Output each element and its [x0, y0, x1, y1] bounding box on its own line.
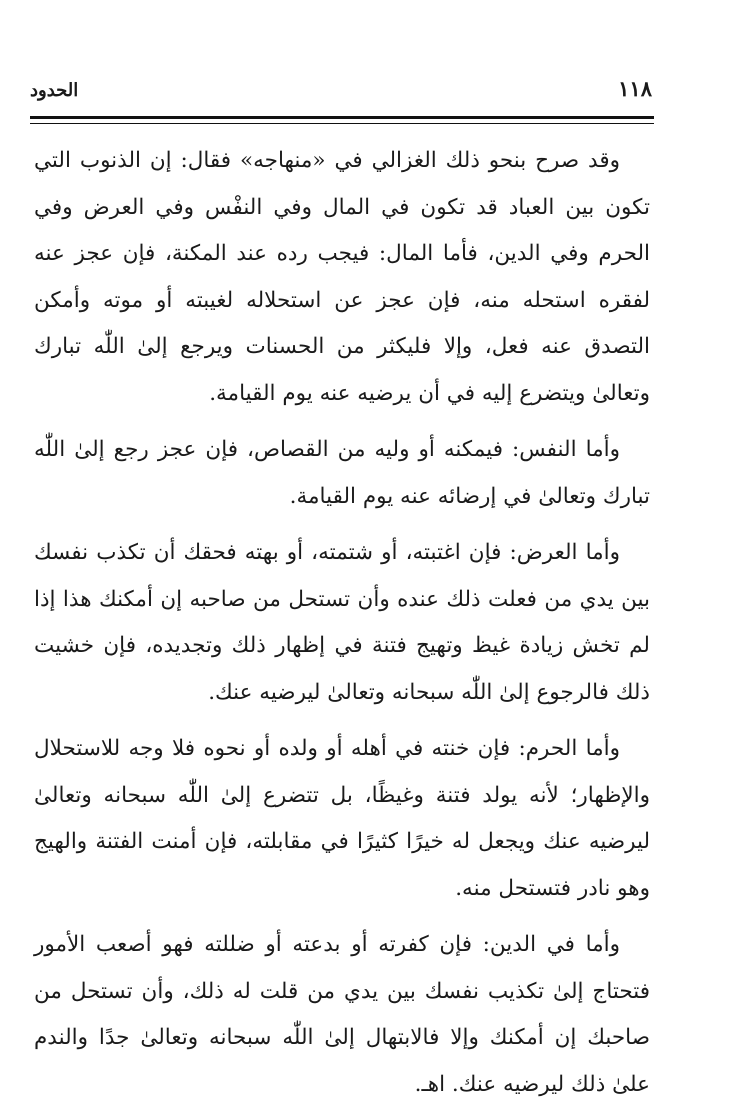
- running-title: الحدود: [30, 80, 79, 101]
- page-header: [30, 72, 652, 106]
- header-rule-thin: [30, 123, 654, 124]
- paragraph-ghazali-quote: وقد صرح بنحو ذلك الغزالي في «منهاجه» فقال: إن الذنوب التي تكون بين العباد قد تكون في المال وفي النفْس وفي العرض وفي الحرم وفي الدين، فأما المال: فيجب رده عند المكنة، فإن عجز عنه لفقره استحله منه، فإن عجز عن استحلاله لغيبته أو موته وأمكن التصدق عنه فعل، وإلا فليكثر من الحسنات ويرجع إلىٰ اللّٰه تبارك وتعالىٰ ويتضرع إليه في أن يرضيه عنه يوم القيامة.: [34, 148, 650, 406]
- paragraph-religion: وأما في الدين: فإن كفرته أو بدعته أو ضللته فهو أصعب الأمور فتحتاج إلىٰ تكذيب نفسك بين يدي من قلت له ذلك، وأن تستحل من صاحبك إن أمكنك وإلا فالابتهال إلىٰ اللّٰه سبحانه وتعالىٰ جدًا والندم علىٰ ذلك ليرضيه عنك. اهـ.: [34, 932, 650, 1097]
- paragraph-sanctity: وأما الحرم: فإن خنته في أهله أو ولده أو نحوه فلا وجه للاستحلال والإظهار؛ لأنه يولد فتنة وغيظًا، بل تتضرع إلىٰ اللّٰه سبحانه وتعالىٰ ليرضيه عنك ويجعل له خيرًا كثيرًا في مقابلته، فإن أمنت الفتنة والهيج وهو نادر فتستحل منه.: [34, 736, 650, 901]
- paragraph-soul: وأما النفس: فيمكنه أو وليه من القصاص، فإن عجز رجع إلىٰ اللّٰه تبارك وتعالىٰ في إرضائه عنه يوم القيامة.: [34, 437, 650, 509]
- body-text: [34, 138, 650, 1108]
- paragraph-honor: وأما العرض: فإن اغتبته، أو شتمته، أو بهته فحقك أن تكذب نفسك بين يدي من فعلت ذلك عنده وأن تستحل من صاحبه إن أمكنك هذا إذا لم تخش زيادة غيظ وتهيج فتنة في إظهار ذلك وتجديده، فإن خشيت ذلك فالرجوع إلىٰ اللّٰه سبحانه وتعالىٰ ليرضيه عنك.: [34, 540, 650, 705]
- page-number: ١١٨: [618, 76, 652, 101]
- header-rule-thick: [30, 116, 654, 119]
